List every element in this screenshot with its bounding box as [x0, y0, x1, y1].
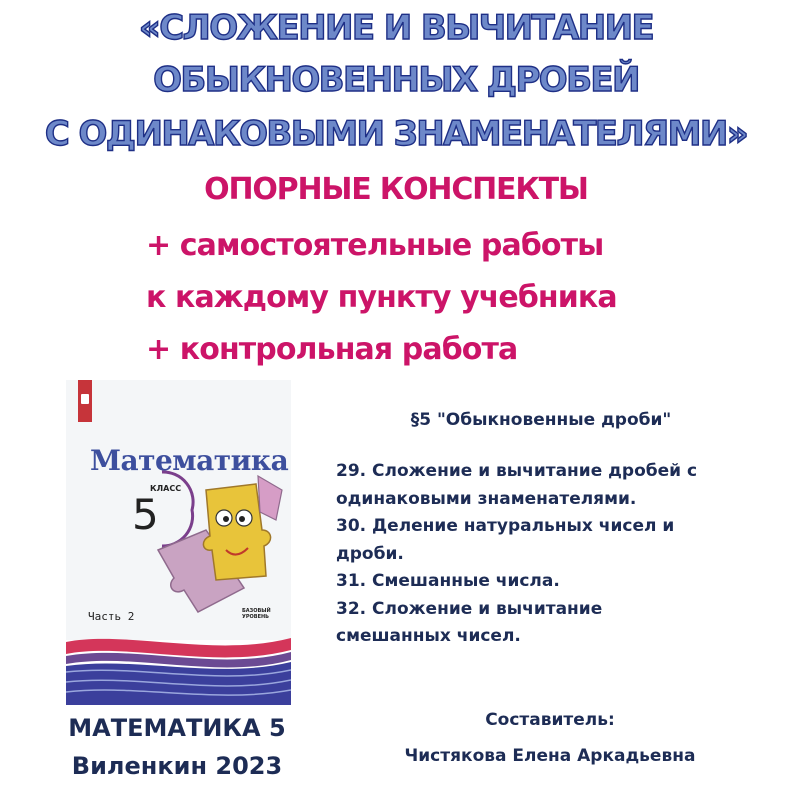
point-test: + контрольная работа: [146, 332, 518, 367]
cover-part: Часть 2: [88, 610, 135, 623]
title-line-3: С ОДИНАКОВЫМИ ЗНАМЕНАТЕЛЯМИ»: [44, 114, 748, 154]
cover-level-line-2: УРОВЕНЬ: [242, 614, 269, 620]
cover-level-line-1: БАЗОВЫЙ: [242, 608, 271, 614]
topic-line: 30. Деление натуральных чисел и: [336, 516, 675, 536]
book-author-year: Виленкин 2023: [71, 752, 283, 780]
cover-grade-label: КЛАСС: [150, 484, 182, 493]
topic-list: [336, 458, 766, 651]
title-line-2: ОБЫКНОВЕННЫХ ДРОБЕЙ: [153, 60, 639, 100]
compiler-label: Составитель:: [485, 710, 615, 730]
point-each-paragraph: к каждому пункту учебника: [146, 280, 617, 315]
topic-line: 31. Смешанные числа.: [336, 571, 560, 591]
puzzle-piece-right-icon: [258, 476, 282, 520]
cover-level: [242, 608, 271, 620]
topic-line: 29. Сложение и вычитание дробей с: [336, 461, 698, 481]
cover-title: Математика: [90, 444, 289, 477]
subtitle: ОПОРНЫЕ КОНСПЕКТЫ: [204, 172, 588, 207]
topic-line: одинаковыми знаменателями.: [336, 488, 637, 509]
topic-line: 32. Сложение и вычитание: [336, 598, 603, 619]
section-heading: §5 "Обыкновенные дроби": [410, 410, 672, 430]
publisher-logo: [78, 380, 92, 422]
cover-artwork: [66, 380, 291, 705]
title-line-1: «СЛОЖЕНИЕ И ВЫЧИТАНИЕ: [138, 8, 654, 48]
topic-line: смешанных чисел.: [336, 626, 521, 646]
topic-line: дроби.: [336, 543, 404, 564]
book-name: МАТЕМАТИКА 5: [68, 714, 286, 742]
cover-grade-number: 5: [132, 490, 159, 539]
textbook-cover: [66, 380, 291, 705]
compiler-name: Чистякова Елена Аркадьевна: [404, 746, 696, 766]
point-independent-works: + самостоятельные работы: [146, 228, 604, 263]
